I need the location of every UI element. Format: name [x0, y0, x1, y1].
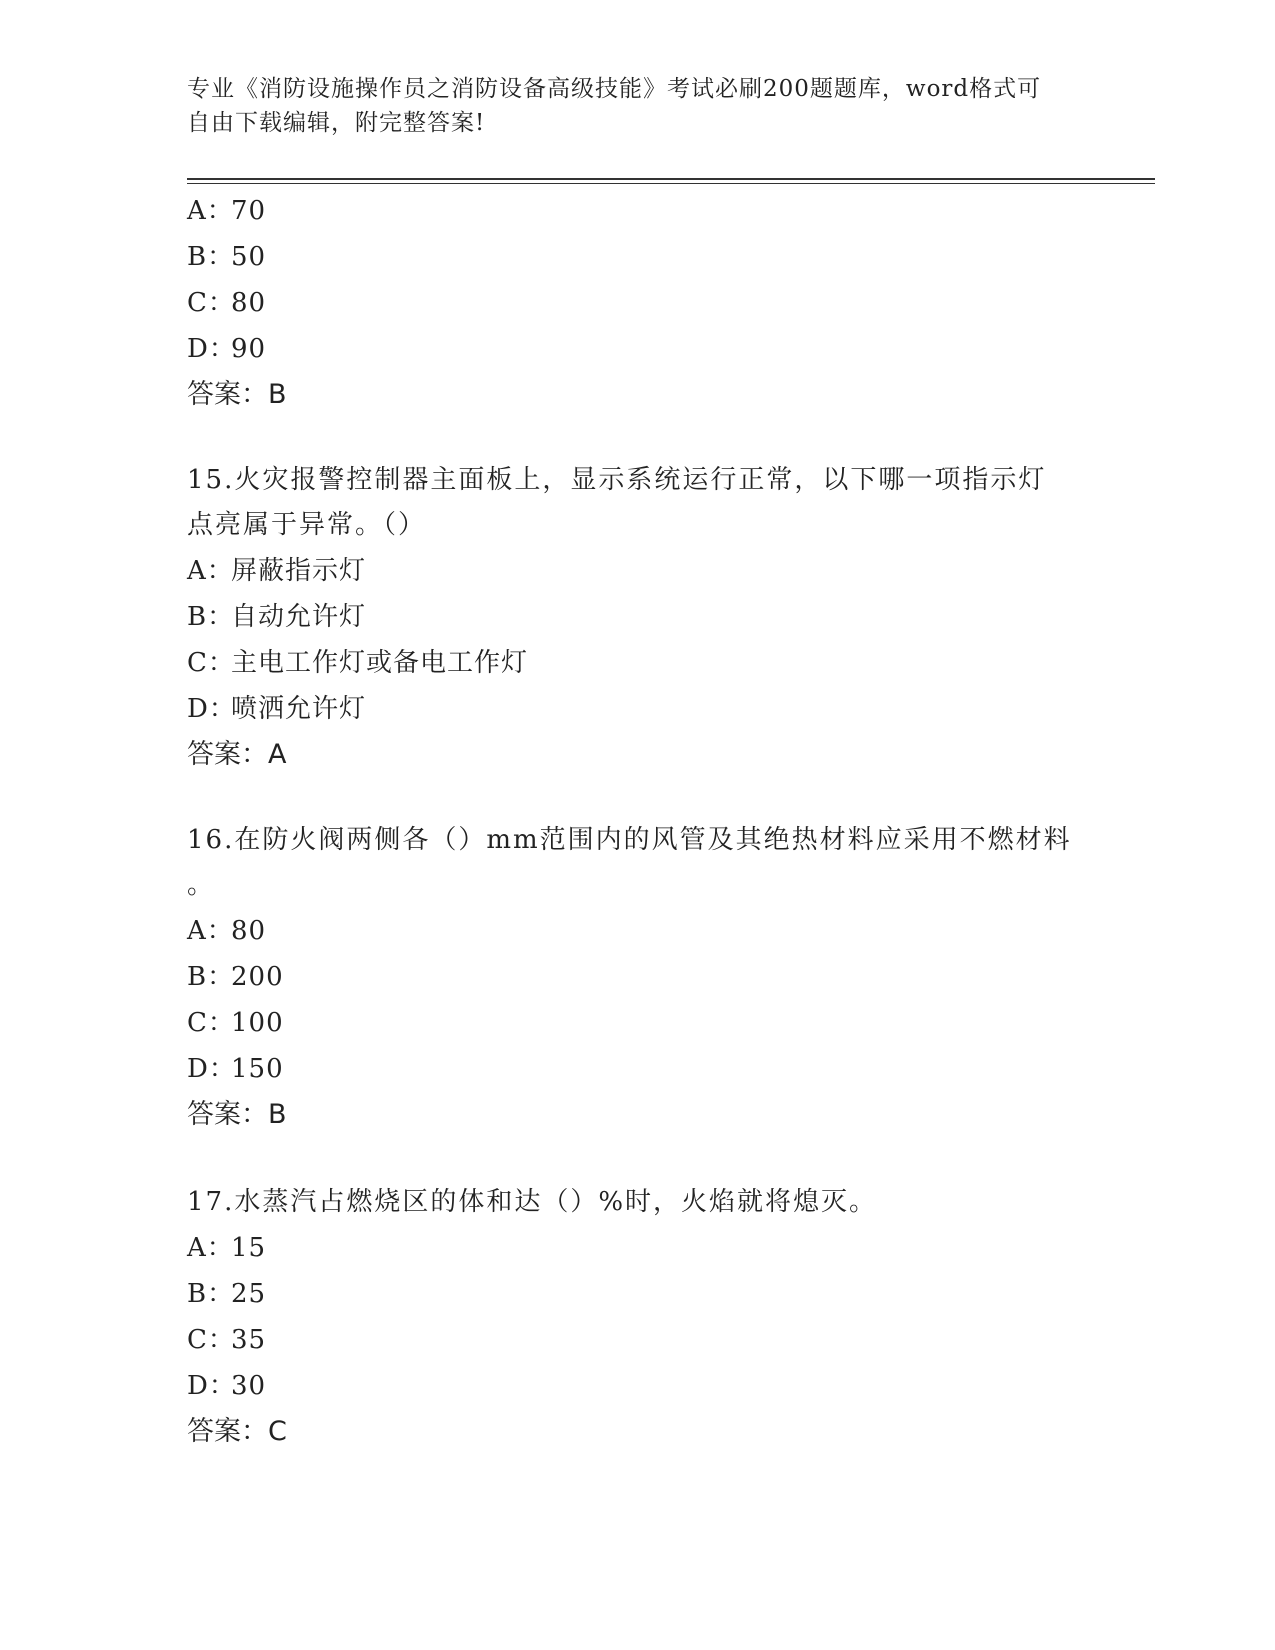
document-header [187, 72, 1067, 140]
answer: 答案：A [187, 739, 287, 770]
option-c: C：80 [187, 288, 267, 318]
question-14 [187, 188, 1107, 418]
option-c: C：35 [187, 1325, 267, 1355]
option-b: B：25 [187, 1279, 267, 1309]
option-a: A：屏蔽指示灯 [187, 556, 367, 586]
option-c: C：100 [187, 1008, 284, 1038]
option-a: A：80 [187, 916, 267, 946]
header-divider-thick [187, 178, 1155, 180]
answer: 答案：B [187, 379, 287, 410]
header-divider-thin [187, 183, 1155, 184]
option-b: B：自动允许灯 [187, 602, 367, 632]
option-d: D：90 [187, 334, 267, 364]
option-a: A：15 [187, 1233, 267, 1263]
answer: 答案：B [187, 1099, 287, 1130]
question-stem-cont: 。 [187, 870, 216, 900]
answer: 答案：C [187, 1416, 287, 1447]
header-line-1: 专业《消防设施操作员之消防设备高级技能》考试必刷200题题库，word格式可 [187, 76, 1042, 102]
option-a: A：70 [187, 196, 267, 226]
question-stem: 17.水蒸汽占燃烧区的体和达（）%时，火焰就将熄灭。 [187, 1187, 878, 1217]
question-17 [187, 1180, 1107, 1455]
option-b: B：50 [187, 242, 267, 272]
question-15 [187, 458, 1107, 778]
option-c: C：主电工作灯或备电工作灯 [187, 648, 529, 678]
option-d: D：30 [187, 1371, 267, 1401]
header-line-2: 自由下载编辑，附完整答案! [187, 110, 486, 136]
option-b: B：200 [187, 962, 284, 992]
question-stem: 16.在防火阀两侧各（）mm范围内的风管及其绝热材料应采用不燃材料 [187, 825, 1072, 855]
option-d: D：150 [187, 1054, 284, 1084]
option-d: D：喷洒允许灯 [187, 694, 367, 724]
question-16 [187, 818, 1107, 1138]
question-stem-cont: 点亮属于异常。（） [187, 510, 427, 540]
question-stem: 15.火灾报警控制器主面板上，显示系统运行正常，以下哪一项指示灯 [187, 465, 1047, 495]
